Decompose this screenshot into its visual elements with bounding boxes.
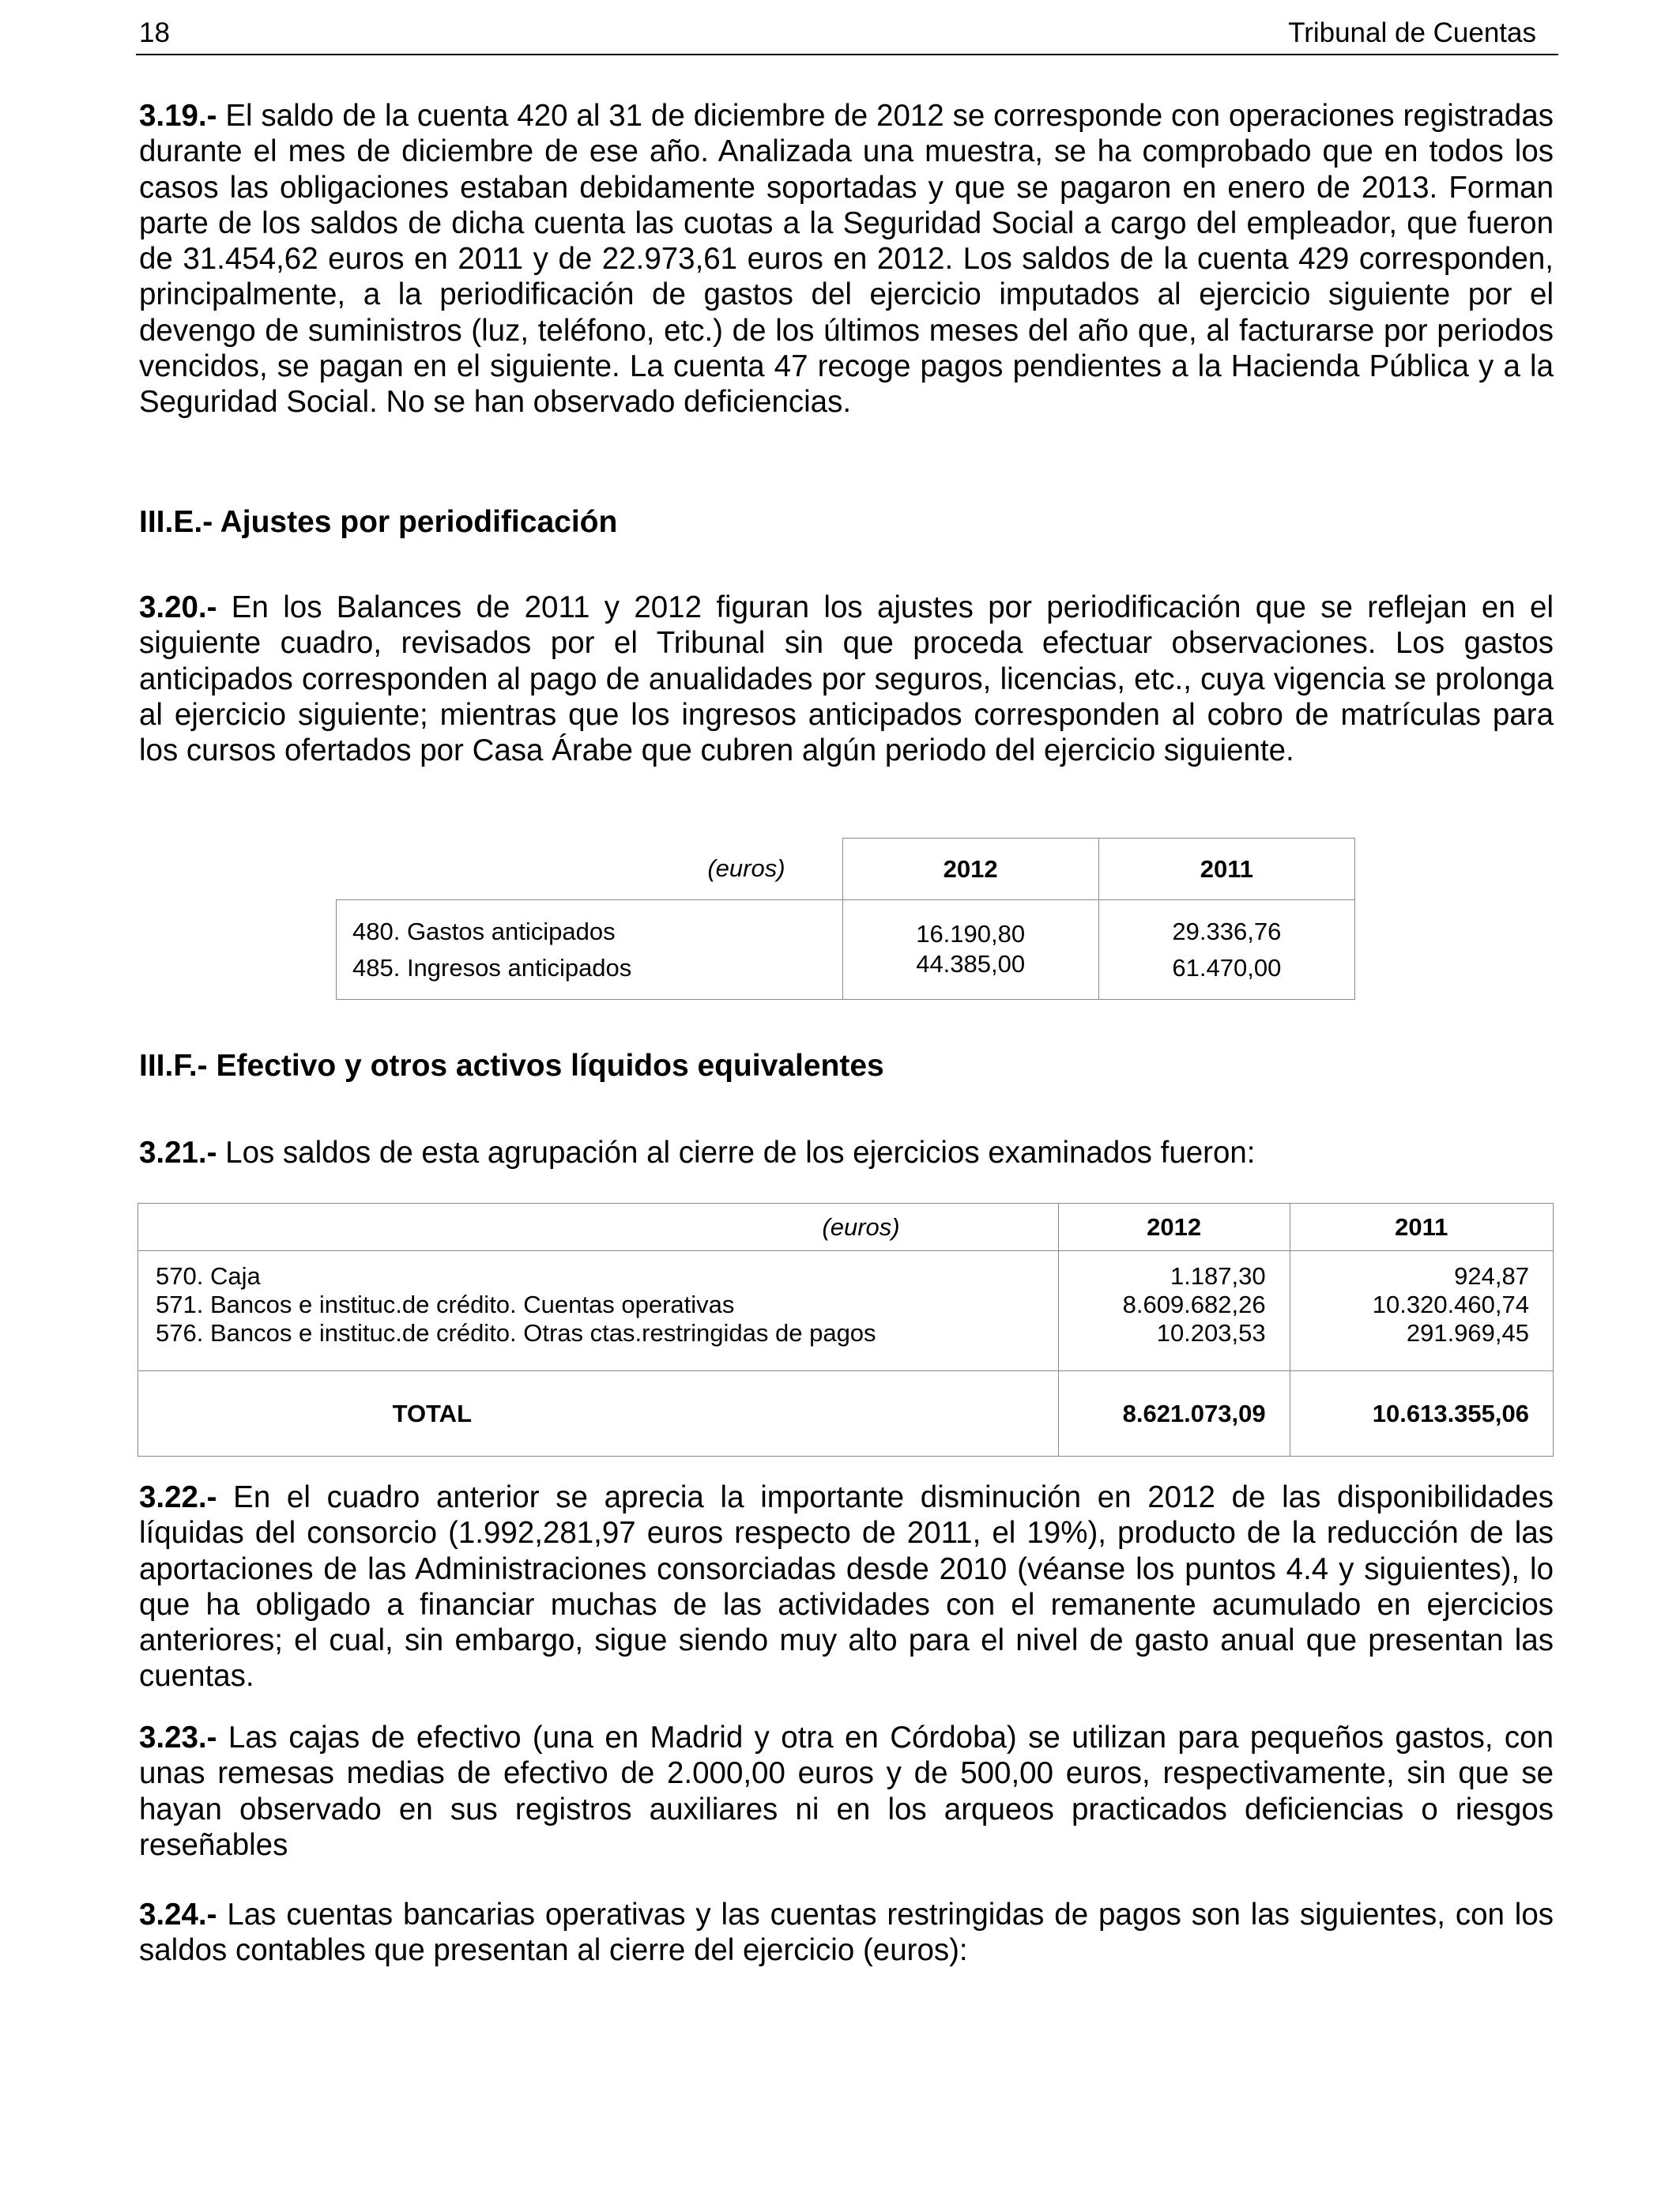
- paragraph-text: En el cuadro anterior se aprecia la importante disminución en 2012 de las disponibilidades líquidas del consorcio (1.992,281,97 euros respecto de 2011, el 19%), producto de la reducción de las aportaciones de las Administraciones consorciadas desde 2010 (véanse los puntos 4.4 y siguientes), lo que ha obligado a financiar muchas de las actividades con el remanente acumulado en ejercicios anteriores; el cual, sin embargo, sigue siendo muy alto para el nivel de gasto anual que presentan las cuentas.: [139, 1480, 1554, 1694]
- column-header-2012: 2012: [1058, 1204, 1290, 1251]
- page-header: [136, 14, 1558, 55]
- paragraph-3-20: [139, 590, 1554, 768]
- paragraph-number: 3.21.-: [139, 1136, 217, 1170]
- total-2011: 10.613.355,06: [1290, 1371, 1553, 1457]
- paragraph-3-24: [139, 1897, 1554, 1969]
- column-header-2012: 2012: [842, 839, 1098, 900]
- paragraph-3-23: [139, 1720, 1554, 1863]
- page-number: 18: [139, 17, 170, 48]
- paragraph-number: 3.20.-: [139, 590, 217, 624]
- paragraph-text: Las cuentas bancarias operativas y las cuentas restringidas de pagos son las siguientes, con los saldos contables que presentan al cierre del ejercicio (euros):: [139, 1898, 1554, 1968]
- table-unit-label: (euros): [337, 839, 843, 900]
- paragraph-number: 3.23.-: [139, 1721, 217, 1755]
- cell-value: 291.969,45: [1406, 1319, 1529, 1347]
- cash-balances-table: [137, 1203, 1554, 1457]
- paragraph-3-21: [139, 1135, 1554, 1171]
- cell-value: 924,87: [1454, 1262, 1529, 1290]
- paragraph-text: En los Balances de 2011 y 2012 figuran los ajustes por periodificación que se reflejan en el siguiente cuadro, revisados por el Tribunal sin que proceda efectuar observaciones. Los gastos anticipados corresponden al pago de anualidades por seguros, licencias, etc., cuya vigencia se prolonga al ejercicio siguiente; mientras que los ingresos anticipados corresponden al cobro de matrículas para los cursos ofertados por Casa Árabe que cubren algún periodo del ejercicio siguiente.: [139, 590, 1554, 768]
- total-label: TOTAL: [138, 1371, 1059, 1457]
- column-header-2011: 2011: [1098, 839, 1354, 900]
- paragraph-number: 3.22.-: [139, 1480, 217, 1514]
- paragraph-text: Los saldos de esta agrupación al cierre de los ejercicios examinados fueron:: [225, 1136, 1256, 1170]
- cell-value: 1.187,30: [1170, 1262, 1266, 1290]
- values-2012-cell: [842, 900, 1098, 1000]
- values-2011-cell: [1290, 1251, 1553, 1371]
- table-unit-label: (euros): [138, 1204, 1059, 1251]
- row-label: 485. Ingresos anticipados: [352, 953, 632, 982]
- cell-value: 16.190,80: [916, 919, 1026, 948]
- paragraph-text: El saldo de la cuenta 420 al 31 de diciembre de 2012 se corresponde con operaciones registradas durante el mes de diciembre de ese año. Analizada una muestra, se ha comprobado que en todos los casos las obligaciones estaban debidamente soportadas y que se pagaron en enero de 2013. Forman parte de los saldos de dicha cuenta las cuotas a la Seguridad Social a cargo del empleador, que fueron de 31.454,62 euros en 2011 y de 22.973,61 euros en 2012. Los saldos de la cuenta 429 corresponden, principalmente, a la periodificación de gastos del ejercicio imputados al ejercicio siguiente por el devengo de suministros (luz, teléfono, etc.) de los últimos meses del año que, al facturarse por periodos vencidos, se pagan en el siguiente. La cuenta 47 recoge pagos pendientes a la Hacienda Pública y a la Seguridad Social. No se han observado deficiencias.: [139, 99, 1554, 420]
- section-heading-e: III.E.- Ajustes por periodificación: [139, 505, 618, 539]
- periodification-table: [336, 838, 1355, 1000]
- running-title: Tribunal de Cuentas: [1288, 17, 1536, 48]
- row-label: 570. Caja: [156, 1262, 261, 1290]
- paragraph-3-22: [139, 1480, 1554, 1695]
- row-label: 576. Bancos e instituc.de crédito. Otras ctas.restringidas de pagos: [156, 1319, 876, 1347]
- cell-value: 44.385,00: [916, 949, 1026, 978]
- paragraph-number: 3.19.-: [139, 99, 217, 133]
- paragraph-number: 3.24.-: [139, 1898, 217, 1932]
- cell-value: 29.336,76: [1172, 917, 1282, 945]
- cell-value: 10.203,53: [1156, 1319, 1266, 1347]
- paragraph-text: Las cajas de efectivo (una en Madrid y otra en Córdoba) se utilizan para pequeños gastos, con unas remesas medias de efectivo de 2.000,00 euros y de 500,00 euros, respectivamente, sin que se hayan observado en sus registros auxiliares ni en los arqueos practicados deficiencias o riesgos reseñables: [139, 1721, 1554, 1862]
- section-heading-f: III.F.- Efectivo y otros activos líquidos equivalentes: [139, 1049, 884, 1083]
- row-labels-cell: [337, 900, 843, 1000]
- paragraph-3-19: [139, 98, 1554, 420]
- cell-value: 10.320.460,74: [1372, 1291, 1529, 1318]
- cell-value: 8.609.682,26: [1122, 1291, 1266, 1318]
- row-labels-cell: [138, 1251, 1059, 1371]
- cell-value: 61.470,00: [1172, 953, 1282, 982]
- row-label: 571. Bancos e instituc.de crédito. Cuentas operativas: [156, 1291, 735, 1318]
- total-2012: 8.621.073,09: [1058, 1371, 1290, 1457]
- values-2011-cell: [1098, 900, 1354, 1000]
- column-header-2011: 2011: [1290, 1204, 1553, 1251]
- values-2012-cell: [1058, 1251, 1290, 1371]
- row-label: 480. Gastos anticipados: [352, 917, 616, 945]
